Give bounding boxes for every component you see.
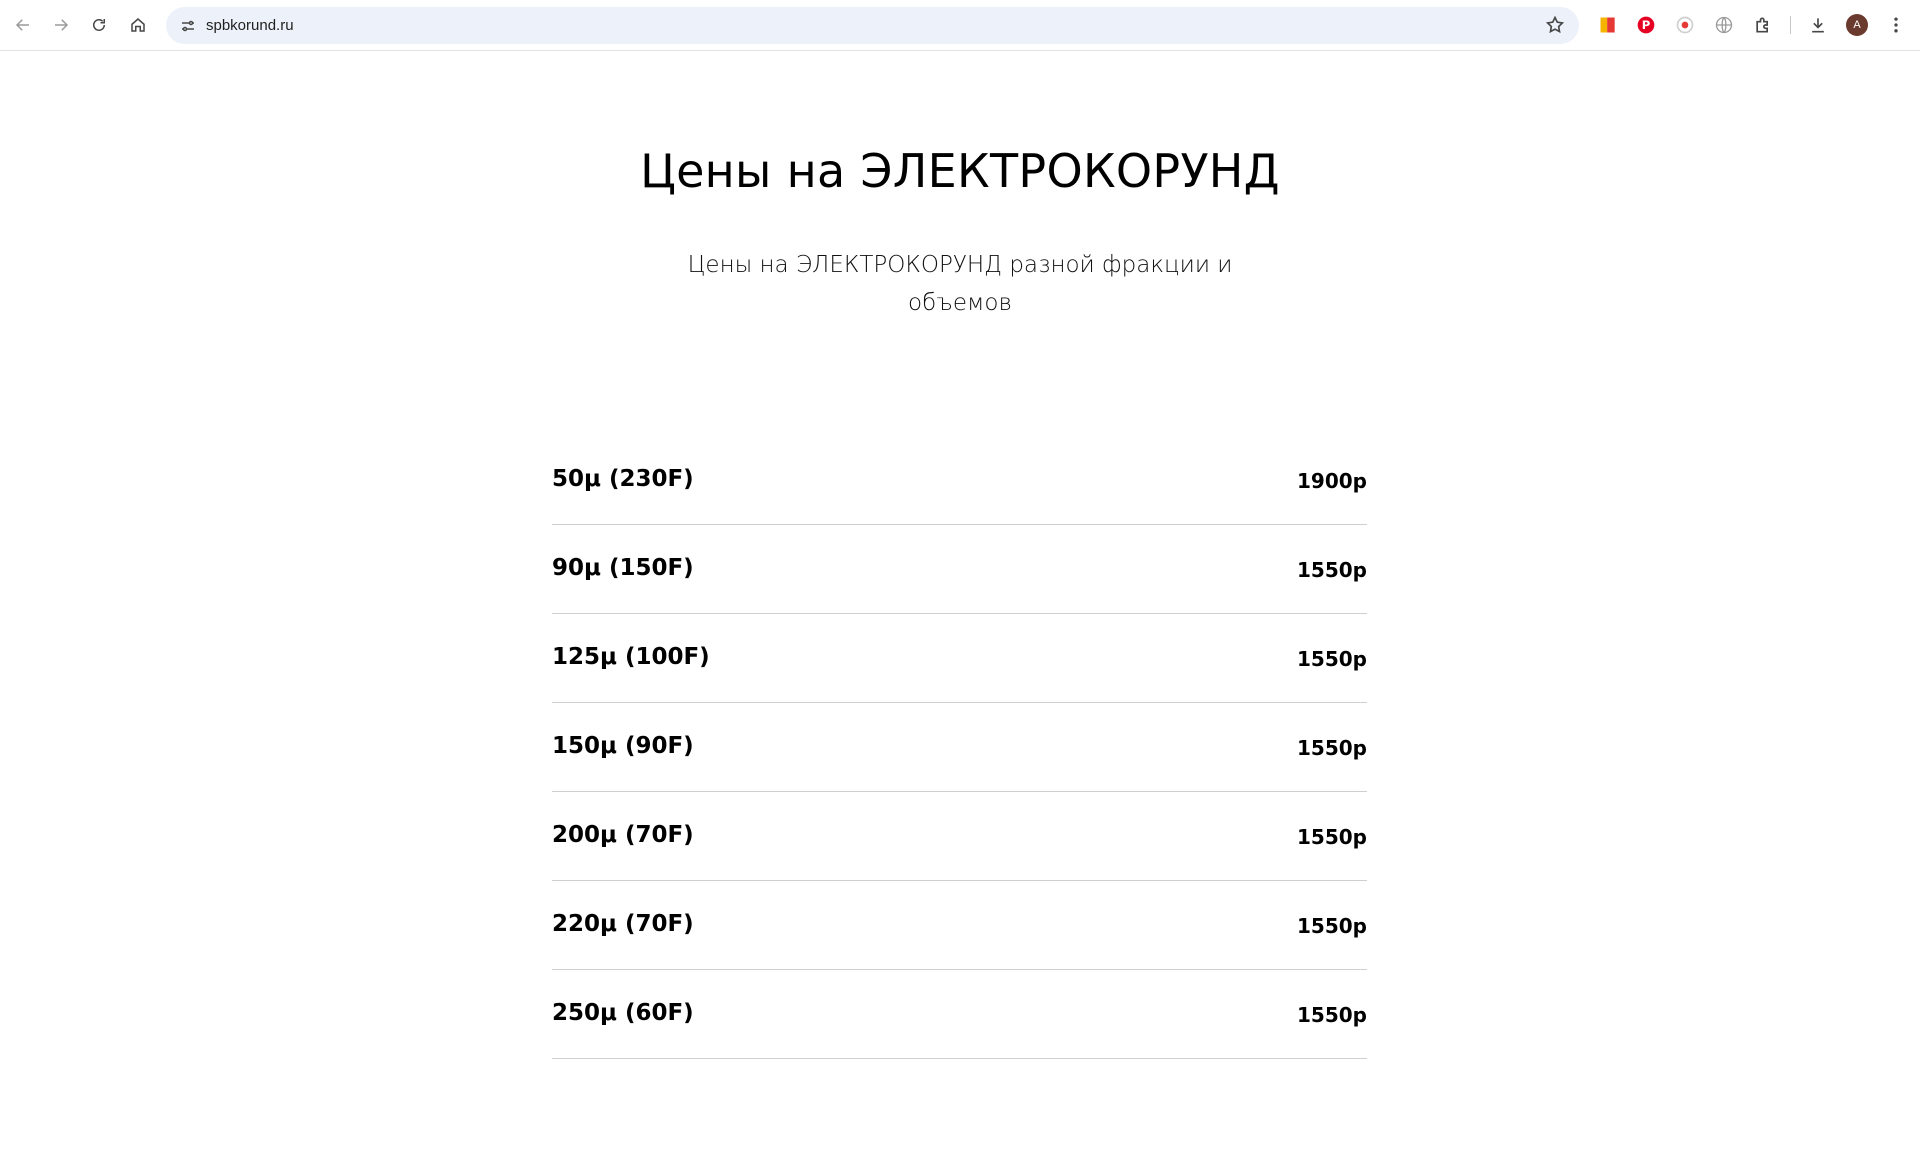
price-item-name: 250μ (60F) bbox=[552, 1000, 694, 1026]
home-icon bbox=[129, 16, 147, 34]
price-row bbox=[552, 614, 1367, 703]
url-text[interactable]: spbkorund.ru bbox=[206, 17, 294, 34]
reload-button[interactable] bbox=[84, 10, 114, 40]
price-item-name: 125μ (100F) bbox=[552, 644, 710, 670]
forward-button[interactable] bbox=[46, 10, 76, 40]
page-content bbox=[0, 52, 1920, 1158]
price-item-value: 1550р bbox=[1297, 647, 1367, 671]
page-subtitle: Цены на ЭЛЕКТРОКОРУНД разной фракции и объемов bbox=[687, 252, 1233, 316]
address-bar[interactable] bbox=[166, 7, 1579, 44]
price-item-value: 1550р bbox=[1297, 736, 1367, 760]
site-settings-icon[interactable] bbox=[176, 14, 200, 38]
price-row bbox=[552, 792, 1367, 881]
price-row bbox=[552, 970, 1367, 1059]
price-row bbox=[552, 703, 1367, 792]
price-row bbox=[552, 881, 1367, 970]
download-icon[interactable] bbox=[1806, 13, 1830, 37]
price-list bbox=[552, 436, 1367, 1059]
back-button[interactable] bbox=[8, 10, 38, 40]
price-item-name: 50μ (230F) bbox=[552, 466, 694, 492]
price-item-value: 1550р bbox=[1297, 914, 1367, 938]
price-row bbox=[552, 436, 1367, 525]
price-item-value: 1900р bbox=[1297, 469, 1367, 493]
price-row bbox=[552, 525, 1367, 614]
pinterest-icon[interactable] bbox=[1634, 13, 1658, 37]
record-extension-icon[interactable] bbox=[1673, 13, 1697, 37]
arrow-left-icon bbox=[14, 16, 32, 34]
reload-icon bbox=[90, 16, 108, 34]
profile-avatar[interactable]: A bbox=[1846, 14, 1868, 36]
price-item-name: 200μ (70F) bbox=[552, 822, 694, 848]
star-icon[interactable] bbox=[1545, 15, 1565, 35]
price-item-value: 1550р bbox=[1297, 825, 1367, 849]
price-item-name: 220μ (70F) bbox=[552, 911, 694, 937]
extensions-puzzle-icon[interactable] bbox=[1751, 13, 1775, 37]
arrow-right-icon bbox=[52, 16, 70, 34]
page-title: Цены на ЭЛЕКТРОКОРУНД bbox=[640, 144, 1280, 198]
price-item-name: 90μ (150F) bbox=[552, 555, 694, 581]
svg-text:P: P bbox=[1641, 18, 1651, 33]
bookmark-extension-icon[interactable] bbox=[1596, 13, 1620, 37]
globe-icon[interactable] bbox=[1712, 13, 1736, 37]
price-item-value: 1550р bbox=[1297, 558, 1367, 582]
kebab-menu-icon[interactable] bbox=[1884, 13, 1908, 37]
toolbar-divider bbox=[1790, 16, 1791, 34]
price-item-name: 150μ (90F) bbox=[552, 733, 694, 759]
price-item-value: 1550р bbox=[1297, 1003, 1367, 1027]
browser-toolbar bbox=[0, 0, 1920, 51]
home-button[interactable] bbox=[123, 10, 153, 40]
